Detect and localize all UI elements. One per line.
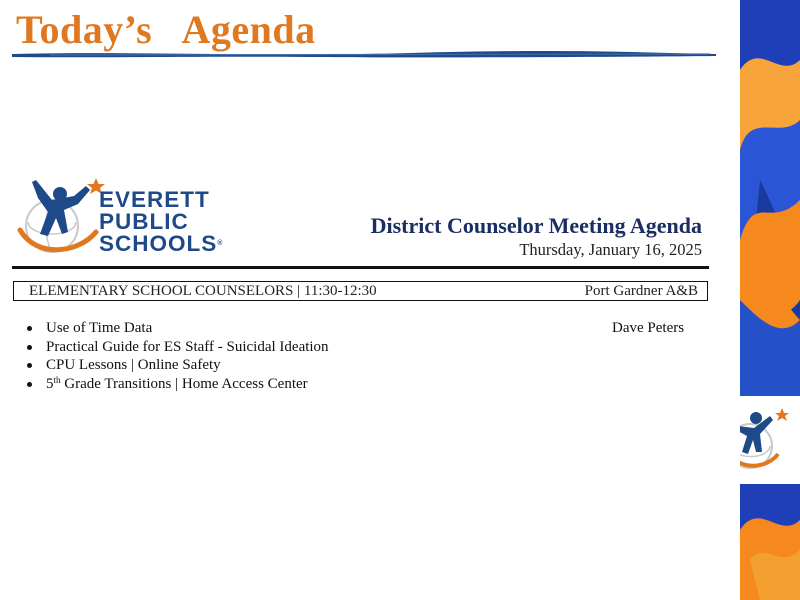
heading-divider — [12, 266, 709, 269]
document-title: District Counselor Meeting Agenda — [370, 213, 702, 238]
everett-public-schools-logo-icon — [16, 174, 106, 264]
logo-wordmark — [99, 189, 222, 255]
abstract-waves-graphic — [740, 0, 800, 600]
logo-line-2: PUBLIC — [99, 209, 189, 234]
section-location: Port Gardner A&B — [584, 283, 698, 299]
title-underline — [10, 48, 720, 60]
slide-title: Today’s Agenda — [16, 7, 316, 52]
registered-mark: ® — [217, 240, 223, 247]
list-item: Practical Guide for ES Staff - Suicidal Ideation — [22, 338, 329, 357]
logo-line-1: EVERETT — [99, 187, 210, 212]
decorative-side-strip — [740, 0, 800, 600]
list-item: 5th Grade Transitions | Home Access Center — [22, 375, 329, 394]
logo-line-3: SCHOOLS® — [99, 231, 223, 256]
agenda-list — [22, 319, 329, 393]
document-date: Thursday, January 16, 2025 — [519, 240, 702, 259]
list-item: CPU Lessons | Online Safety — [22, 356, 329, 375]
small-logo-icon — [740, 402, 800, 478]
presenter-name: Dave Peters — [612, 320, 685, 336]
section-header-box — [13, 281, 708, 301]
list-item: Use of Time Data — [22, 319, 329, 338]
section-heading: ELEMENTARY SCHOOL COUNSELORS | 11:30-12:30 — [29, 283, 377, 299]
